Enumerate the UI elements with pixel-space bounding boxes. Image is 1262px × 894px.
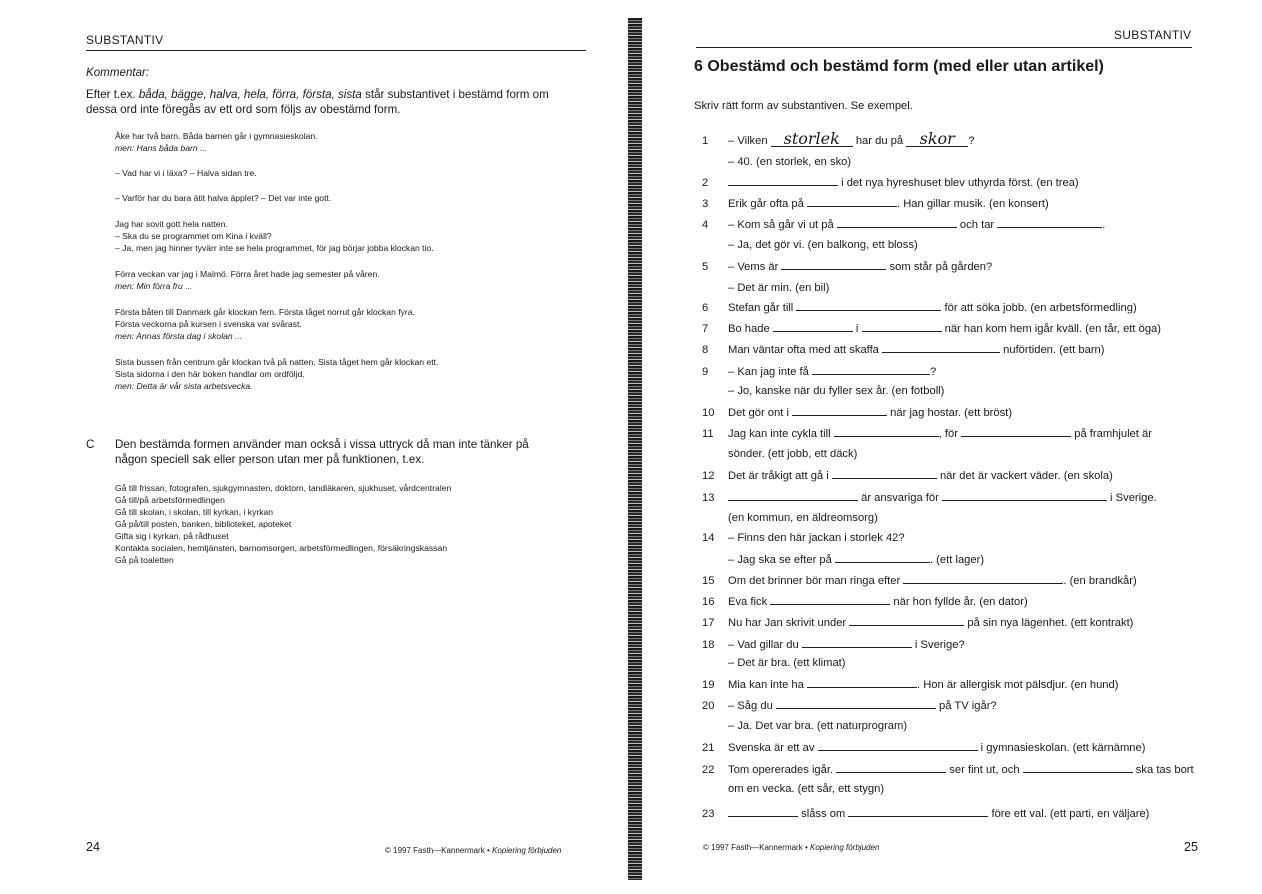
intro-suffix: står substantivet i bestämd form om (365, 88, 549, 101)
answer-blank[interactable] (796, 300, 941, 311)
item-text: , för (938, 428, 962, 440)
item-text: Man väntar ofta med att skaffa (728, 344, 883, 356)
item-number: 17 (702, 617, 715, 629)
example-line: Sista sidorna i den här boken handlar om ordföljd. (115, 369, 305, 379)
answer-blank[interactable] (818, 740, 978, 751)
item-number: 20 (702, 700, 715, 712)
handwritten-answer[interactable] (906, 129, 968, 148)
item-text: slåss om (798, 808, 849, 820)
functional-expression-line: Gå på/till posten, banken, biblioteket, apoteket (115, 519, 292, 529)
header-rule-left (86, 50, 586, 51)
exercise-item-continuation (702, 238, 918, 252)
exercise-item-14 (702, 531, 905, 545)
exercise-item-17 (702, 615, 1133, 630)
example-line: Första veckorna på kursen i svenska var svårast. (115, 319, 302, 329)
item-number: 13 (702, 492, 715, 504)
item-number: 3 (702, 198, 709, 210)
answer-blank[interactable] (832, 468, 937, 479)
item-number: 8 (702, 344, 709, 356)
item-text: i Sverige. (1106, 492, 1157, 504)
item-number: 11 (702, 428, 714, 440)
item-text: . Han gillar musik. (en konsert) (896, 198, 1049, 210)
answer-blank[interactable] (834, 426, 939, 437)
exercise-instruction: Skriv rätt form av substantiven. Se exempel. (694, 100, 913, 112)
functional-expression-line: Gå till skolan, i skolan, till kyrkan, i kyrkan (115, 507, 274, 517)
item-text: i (852, 323, 862, 335)
item-number: 5 (702, 261, 709, 273)
kommentar-label: Kommentar: (86, 66, 150, 79)
item-text: – Såg du (728, 700, 776, 712)
item-text: Erik går ofta på (728, 198, 807, 210)
item-text: Tom opererades igår. (728, 764, 837, 776)
item-text: Eva fick (728, 596, 771, 608)
item-text: – Det är bra. (ett klimat) (728, 657, 846, 669)
functional-expression-line: Gå till frissan, fotografen, sjukgymnasten, doktorn, tandläkaren, sjukhuset, vårdcentralen (115, 483, 452, 493)
item-text: på framhjulet är (1071, 428, 1152, 440)
example-line: Jag har sovit gott hela natten. (115, 219, 228, 229)
functional-expression-line: Kontakta socialen, hemtjänsten, barnomsorgen, arbetsförmedlingen, försäkringskassan (115, 543, 447, 553)
exercise-item-continuation (702, 719, 907, 733)
exercise-item-continuation (702, 511, 878, 525)
example-line: – Ska du se programmet om Kina i kväll? (115, 231, 272, 241)
exercise-item-continuation (702, 552, 984, 567)
exercise-item-5 (702, 259, 992, 274)
item-text: när hon fyllde år. (en dator) (890, 596, 1028, 608)
section-c-letter: C (86, 438, 95, 451)
example-line: – Ja, men jag hinner tyvärr inte se hela programmet, för jag börjar jobba klockan tio. (115, 243, 434, 253)
handwritten-text: storlek (783, 129, 840, 148)
functional-expression-line: Gifta sig i kyrkan, på rådhuset (115, 531, 229, 541)
exercise-item-9 (702, 364, 936, 379)
exercise-item-continuation (702, 281, 829, 295)
item-text: har du på (852, 135, 907, 147)
handwritten-answer[interactable] (771, 129, 853, 148)
left-page (0, 0, 630, 894)
item-text: Jag kan inte cykla till (728, 428, 834, 440)
copyright-footer-left (385, 846, 561, 855)
answer-blank[interactable] (848, 806, 988, 817)
exercise-item-continuation (702, 782, 884, 796)
item-text: – Vad gillar du (728, 639, 802, 651)
running-head-left: SUBSTANTIV (86, 33, 164, 47)
answer-blank[interactable] (728, 806, 798, 817)
item-text: för att söka jobb. (en arbetsförmedling) (941, 302, 1137, 314)
exercise-item-continuation (702, 384, 944, 398)
item-text: när det är vackert väder. (en skola) (936, 470, 1113, 482)
exercise-item-continuation (702, 155, 851, 169)
item-text: när jag hostar. (ett bröst) (887, 407, 1013, 419)
item-text: Svenska är ett av (728, 742, 818, 754)
item-text: Om det brinner bör man ringa efter (728, 575, 904, 587)
exercise-item-21 (702, 740, 1145, 755)
exercise-heading: 6 Obestämd och bestämd form (med eller utan artikel) (694, 58, 1104, 75)
answer-blank[interactable] (837, 217, 957, 228)
item-text: ser fint ut, och (946, 764, 1023, 776)
exercise-item-7 (702, 321, 1161, 336)
handwritten-text: skor (919, 129, 955, 148)
answer-blank[interactable] (862, 321, 942, 332)
item-text: – Jag ska se efter på (728, 554, 835, 566)
item-number: 10 (702, 407, 715, 419)
footer-prefix: © 1997 Fasth—Kannermark • (385, 846, 490, 855)
answer-blank[interactable] (770, 594, 890, 605)
exercise-item-1 (702, 129, 975, 148)
example-line: men: Hans båda barn ... (115, 143, 208, 153)
exercise-item-11 (702, 426, 1152, 441)
exercise-item-22 (702, 762, 1194, 777)
functional-expression-line: Gå till/på arbetsförmedlingen (115, 495, 225, 505)
item-number: 21 (702, 742, 715, 754)
answer-blank[interactable] (728, 490, 858, 501)
item-text: – Finns den här jackan i storlek 42? (728, 532, 905, 544)
item-text: i gymnasieskolan. (ett kärnämne) (977, 742, 1146, 754)
exercise-item-8 (702, 342, 1105, 357)
item-text: . (1102, 219, 1106, 231)
answer-blank[interactable] (781, 259, 886, 270)
item-number: 14 (702, 532, 715, 544)
item-text: i det nya hyreshuset blev uthyrda först. (en trea) (838, 177, 1079, 189)
example-line: Åke har två barn. Båda barnen går i gymnasieskolan. (115, 131, 318, 141)
item-text: – Vilken (728, 135, 771, 147)
intro-line-1 (86, 88, 549, 103)
item-text: och tar (956, 219, 998, 231)
item-text: (en kommun, en äldreomsorg) (728, 512, 878, 524)
item-text: Stefan går till (728, 302, 797, 314)
item-number: 12 (702, 470, 715, 482)
answer-blank[interactable] (776, 698, 936, 709)
answer-blank[interactable] (728, 175, 838, 186)
item-text: Det är tråkigt att gå i (728, 470, 832, 482)
item-text: sönder. (ett jobb, ett däck) (728, 448, 858, 460)
example-line: – Varför har du bara ätit halva äpplet? – Det var inte gott. (115, 193, 332, 203)
exercise-item-18 (702, 637, 965, 652)
intro-words: båda, bägge, halva, hela, förra, första, sista (138, 88, 362, 101)
intro-prefix: Efter t.ex. (86, 88, 136, 101)
item-text: Bo hade (728, 323, 773, 335)
item-number: 22 (702, 764, 715, 776)
item-text: ? (968, 135, 975, 147)
item-number: 15 (702, 575, 715, 587)
answer-blank[interactable] (835, 552, 930, 563)
answer-blank[interactable] (849, 615, 964, 626)
exercise-item-4 (702, 217, 1105, 232)
item-number: 18 (702, 639, 715, 651)
answer-blank[interactable] (1023, 762, 1133, 773)
example-line: – Vad har vi i läxa? – Halva sidan tre. (115, 168, 257, 178)
item-text: . (en brandkår) (1063, 575, 1137, 587)
item-text: – Ja, det gör vi. (en balkong, ett bloss) (728, 239, 918, 251)
exercise-item-10 (702, 405, 1012, 420)
item-text: när han kom hem igår kväll. (en tår, ett öga) (941, 323, 1162, 335)
item-text: – Jo, kanske när du fyller sex år. (en fotboll) (728, 385, 945, 397)
item-number: 23 (702, 808, 715, 820)
answer-blank[interactable] (773, 321, 853, 332)
example-line: men: Min förra fru ... (115, 281, 193, 291)
item-text: – Ja. Det var bra. (ett naturprogram) (728, 720, 908, 732)
item-text: före ett val. (ett parti, en väljare) (988, 808, 1150, 820)
item-text: . (ett lager) (929, 554, 985, 566)
exercise-item-19 (702, 677, 1118, 692)
item-text: i Sverige? (911, 639, 965, 651)
item-text: är ansvariga för (858, 492, 942, 504)
item-text: – Det är min. (en bil) (728, 282, 830, 294)
exercise-item-12 (702, 468, 1113, 483)
answer-blank[interactable] (836, 762, 946, 773)
example-line: men: Detta är vår sista arbetsvecka. (115, 381, 253, 391)
item-text: ? (929, 366, 937, 378)
example-line: Första båten till Danmark går klockan fem. Första tåget norrut går klockan fyra. (115, 307, 415, 317)
exercise-item-16 (702, 594, 1028, 609)
intro-line-2: dessa ord inte föregås av ett ord som följs av obestämd form. (86, 103, 401, 116)
exercise-item-20 (702, 698, 997, 713)
item-text: – 40. (en storlek, en sko) (728, 156, 852, 168)
section-c-line-2: någon speciell sak eller person utan mer på funktionen, t.ex. (115, 453, 425, 466)
footer-italic: Kopiering förbjuden (491, 846, 562, 855)
item-text: – Kom så går vi ut på (728, 219, 837, 231)
answer-blank[interactable] (812, 364, 930, 375)
exercise-item-continuation (702, 447, 857, 461)
answer-blank[interactable] (882, 342, 1000, 353)
item-text: på sin nya lägenhet. (ett kontrakt) (964, 617, 1134, 629)
item-text: nuförtiden. (ett barn) (1000, 344, 1105, 356)
functional-expression-line: Gå på toaletten (115, 555, 174, 565)
item-text: – Vems är (728, 261, 782, 273)
item-text: Det gör ont i (728, 407, 793, 419)
item-number: 9 (702, 366, 709, 378)
answer-blank[interactable] (903, 573, 1063, 584)
item-number: 1 (702, 135, 709, 147)
item-number: 19 (702, 679, 715, 691)
item-number: 16 (702, 596, 715, 608)
answer-blank[interactable] (802, 637, 912, 648)
exercise-item-6 (702, 300, 1137, 315)
answer-blank[interactable] (997, 217, 1102, 228)
right-page (640, 0, 1262, 894)
copyright-footer-right (703, 843, 879, 852)
item-number: 2 (702, 177, 709, 189)
answer-blank[interactable] (807, 196, 897, 207)
exercise-item-15 (702, 573, 1137, 588)
item-text: som står på gården? (886, 261, 993, 273)
page-number-left: 24 (86, 840, 100, 854)
answer-blank[interactable] (942, 490, 1107, 501)
exercise-item-13 (702, 490, 1157, 505)
item-text: – Kan jag inte få (728, 366, 812, 378)
item-text: Mia kan inte ha (728, 679, 807, 691)
example-line: Sista bussen från centrum går klockan två på natten. Sista tåget hem går klockan ett. (115, 357, 439, 367)
footer-italic: Kopiering förbjuden (809, 843, 880, 852)
footer-prefix: © 1997 Fasth—Kannermark • (703, 843, 808, 852)
answer-blank[interactable] (961, 426, 1071, 437)
item-number: 7 (702, 323, 709, 335)
answer-blank[interactable] (792, 405, 887, 416)
page-number-right: 25 (1184, 840, 1198, 854)
item-number: 4 (702, 219, 709, 231)
exercise-item-3 (702, 196, 1049, 211)
item-number: 6 (702, 302, 709, 314)
item-text: Nu har Jan skrivit under (728, 617, 850, 629)
exercise-item-continuation (702, 656, 846, 670)
example-line: Förra veckan var jag i Malmö. Förra året hade jag semester på våren. (115, 269, 380, 279)
running-head-right: SUBSTANTIV (1114, 28, 1192, 42)
exercise-item-2 (702, 175, 1079, 190)
section-c-line-1: Den bestämda formen använder man också i vissa uttryck då man inte tänker på (115, 438, 529, 451)
header-rule-right (696, 47, 1192, 48)
item-text: ska tas bort (1132, 764, 1194, 776)
item-text: på TV igår? (935, 700, 997, 712)
answer-blank[interactable] (807, 677, 917, 688)
exercise-item-23 (702, 806, 1149, 821)
item-text: om en vecka. (ett sår, ett stygn) (728, 783, 885, 795)
example-line: men: Annas första dag i skolan ... (115, 331, 243, 341)
item-text: . Hon är allergisk mot pälsdjur. (en hund) (916, 679, 1119, 691)
